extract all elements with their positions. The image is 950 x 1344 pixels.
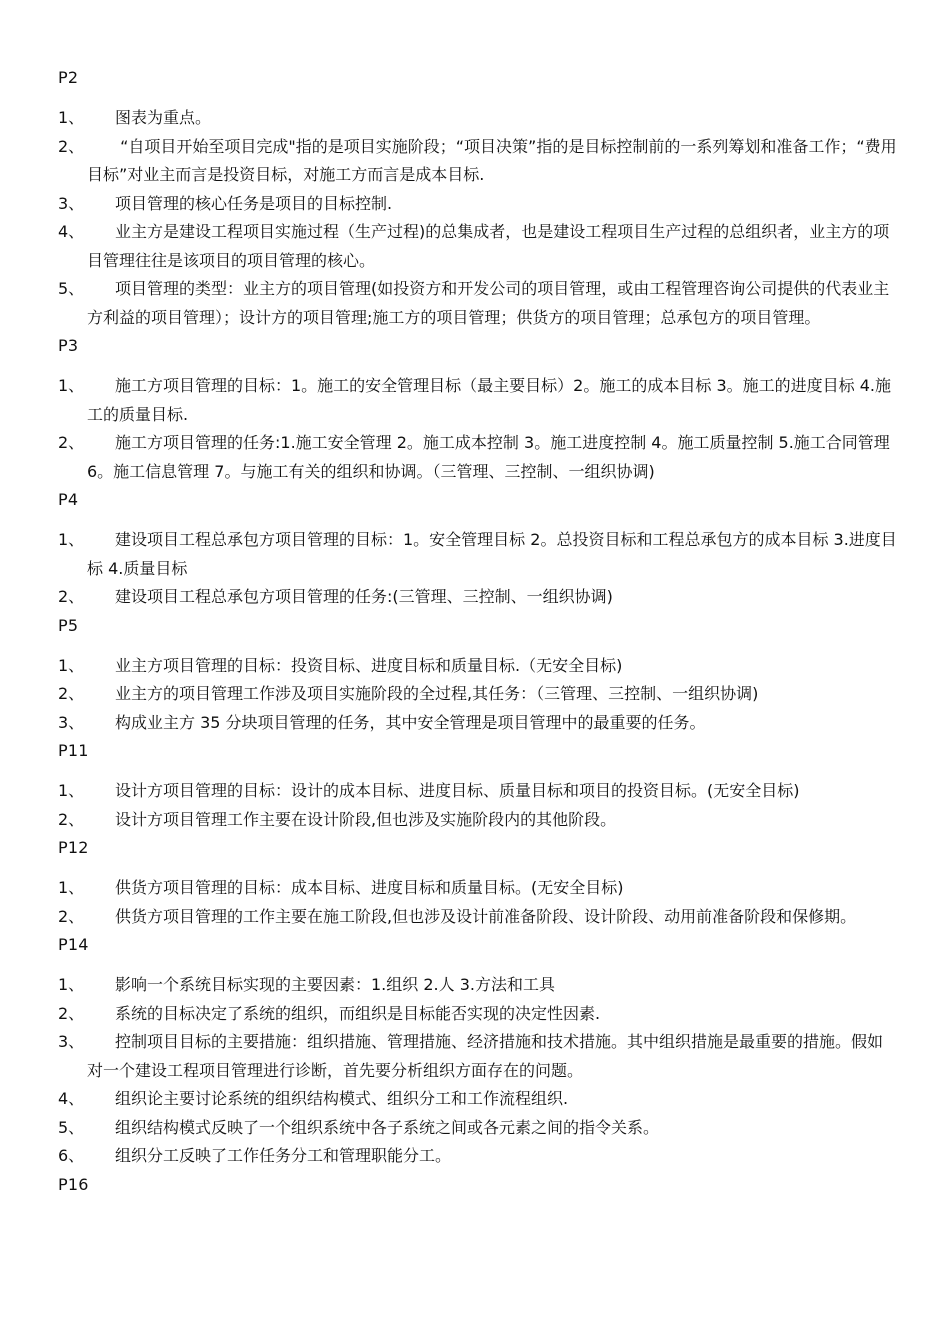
list-item-number: 3、 xyxy=(58,1032,85,1051)
page-section xyxy=(58,1173,898,1197)
list-item xyxy=(58,903,898,932)
list-item-text: 建设项目工程总承包方项目管理的目标：1。安全管理目标 2。总投资目标和工程总承包方的成本目标 3.进度目标 4.质量目标 xyxy=(87,530,897,578)
list-item-number: 2、 xyxy=(58,587,85,606)
list-item-number: 2、 xyxy=(58,136,85,156)
list-item xyxy=(58,372,898,429)
list-item-text: 设计方项目管理的目标：设计的成本目标、进度目标、质量目标和项目的投资目标。(无安全目标) xyxy=(115,781,800,800)
page-section xyxy=(58,933,898,1171)
list-item xyxy=(58,1028,898,1085)
page-section xyxy=(58,334,898,486)
list-item xyxy=(58,275,898,332)
list-item-number: 2、 xyxy=(58,906,85,926)
list-item-number: 6、 xyxy=(58,1146,85,1165)
list-item-text: 影响一个系统目标实现的主要因素：1.组织 2.人 3.方法和工具 xyxy=(115,975,555,994)
list-item-text: 组织分工反映了工作任务分工和管理职能分工。 xyxy=(115,1146,452,1165)
section-heading: P12 xyxy=(58,838,89,857)
section-heading: P11 xyxy=(58,741,89,760)
list-item-text: 项目管理的核心任务是项目的目标控制. xyxy=(115,193,393,213)
list-item xyxy=(58,190,898,219)
list-item xyxy=(58,806,898,835)
list-item-number: 3、 xyxy=(58,712,85,732)
list-item xyxy=(58,583,898,612)
list-item xyxy=(58,874,898,903)
list-item-number: 4、 xyxy=(58,222,85,241)
list-item xyxy=(58,133,898,190)
list-item xyxy=(58,218,898,275)
list-item xyxy=(58,104,898,133)
list-item-text: 项目管理的类型：业主方的项目管理(如投资方和开发公司的项目管理，或由工程管理咨询公司提供的代表业主方利益的项目管理）；设计方的项目管理;施工方的项目管理；供货方的项目管理；总承包方的项目管理。 xyxy=(87,279,890,327)
list-item-text: 业主方的项目管理工作涉及项目实施阶段的全过程,其任务：（三管理、三控制、一组织协调) xyxy=(115,684,759,703)
list-item xyxy=(58,680,898,709)
list-item-number: 1、 xyxy=(58,655,85,675)
list-item-text: 系统的目标决定了系统的组织，而组织是目标能否实现的决定性因素. xyxy=(115,1003,601,1023)
list-item-text: 组织论主要讨论系统的组织结构模式、组织分工和工作流程组织. xyxy=(115,1089,569,1108)
document-body xyxy=(58,66,898,1211)
list-item xyxy=(58,1142,898,1171)
list-item-number: 3、 xyxy=(58,193,85,213)
list-item-number: 1、 xyxy=(58,530,85,549)
list-item xyxy=(58,777,898,806)
list-item-number: 2、 xyxy=(58,684,85,703)
list-item-text: 供货方项目管理的工作主要在施工阶段,但也涉及设计前准备阶段、设计阶段、动用前准备阶段和保修期。 xyxy=(115,906,857,926)
list-item-text: 施工方项目管理的任务:1.施工安全管理 2。施工成本控制 3。施工进度控制 4。施工质量控制 5.施工合同管理 6。施工信息管理 7。与施工有关的组织和协调。（三管理、三控制、一组织协调) xyxy=(87,433,890,481)
section-heading: P14 xyxy=(58,935,89,954)
list-item-number: 1、 xyxy=(58,878,85,897)
list-item-text: “自项目开始至项目完成"指的是项目实施阶段；“项目决策”指的是目标控制前的一系列筹划和准备工作；“费用目标”对业主而言是投资目标，对施工方而言是成本目标. xyxy=(87,136,897,184)
page-section xyxy=(58,836,898,931)
list-item-text: 控制项目目标的主要措施：组织措施、管理措施、经济措施和技术措施。其中组织措施是最重要的措施。假如对一个建设工程项目管理进行诊断，首先要分析组织方面存在的问题。 xyxy=(87,1032,884,1080)
list-item-number: 1、 xyxy=(58,108,85,127)
list-item xyxy=(58,429,898,486)
list-item-text: 建设项目工程总承包方项目管理的任务:(三管理、三控制、一组织协调) xyxy=(115,587,613,606)
list-item-number: 1、 xyxy=(58,975,85,994)
list-item-number: 2、 xyxy=(58,809,85,829)
list-item-text: 业主方是建设工程项目实施过程（生产过程)的总集成者，也是建设工程项目生产过程的总组织者，业主方的项目管理往往是该项目的项目管理的核心。 xyxy=(87,222,890,270)
list-item-text: 图表为重点。 xyxy=(115,108,212,127)
list-item-text: 构成业主方 35 分块项目管理的任务，其中安全管理是项目管理中的最重要的任务。 xyxy=(115,712,706,732)
list-item xyxy=(58,1114,898,1143)
list-item-text: 供货方项目管理的目标：成本目标、进度目标和质量目标。(无安全目标) xyxy=(115,878,624,897)
page-section xyxy=(58,488,898,612)
list-item xyxy=(58,652,898,681)
list-item-text: 设计方项目管理工作主要在设计阶段,但也涉及实施阶段内的其他阶段。 xyxy=(115,809,617,829)
section-heading: P3 xyxy=(58,336,79,355)
list-item xyxy=(58,526,898,583)
list-item-number: 1、 xyxy=(58,376,85,395)
page-section xyxy=(58,739,898,834)
page-section xyxy=(58,614,898,738)
list-item xyxy=(58,971,898,1000)
section-heading: P5 xyxy=(58,615,79,635)
section-heading: P4 xyxy=(58,490,79,509)
page-section xyxy=(58,66,898,332)
list-item-text: 施工方项目管理的目标：1。施工的安全管理目标（最主要目标）2。施工的成本目标 3。施工的进度目标 4.施工的质量目标. xyxy=(87,376,891,424)
list-item-text: 业主方项目管理的目标：投资目标、进度目标和质量目标.（无安全目标) xyxy=(115,655,623,675)
list-item xyxy=(58,1085,898,1114)
list-item-number: 2、 xyxy=(58,1003,85,1023)
list-item-text: 组织结构模式反映了一个组织系统中各子系统之间或各元素之间的指令关系。 xyxy=(115,1117,660,1137)
section-heading: P2 xyxy=(58,68,79,87)
list-item xyxy=(58,1000,898,1029)
list-item-number: 5、 xyxy=(58,279,85,298)
section-heading: P16 xyxy=(58,1174,89,1194)
list-item-number: 2、 xyxy=(58,433,85,452)
list-item-number: 5、 xyxy=(58,1117,85,1137)
list-item xyxy=(58,709,898,738)
list-item-number: 4、 xyxy=(58,1089,85,1108)
list-item-number: 1、 xyxy=(58,781,85,800)
